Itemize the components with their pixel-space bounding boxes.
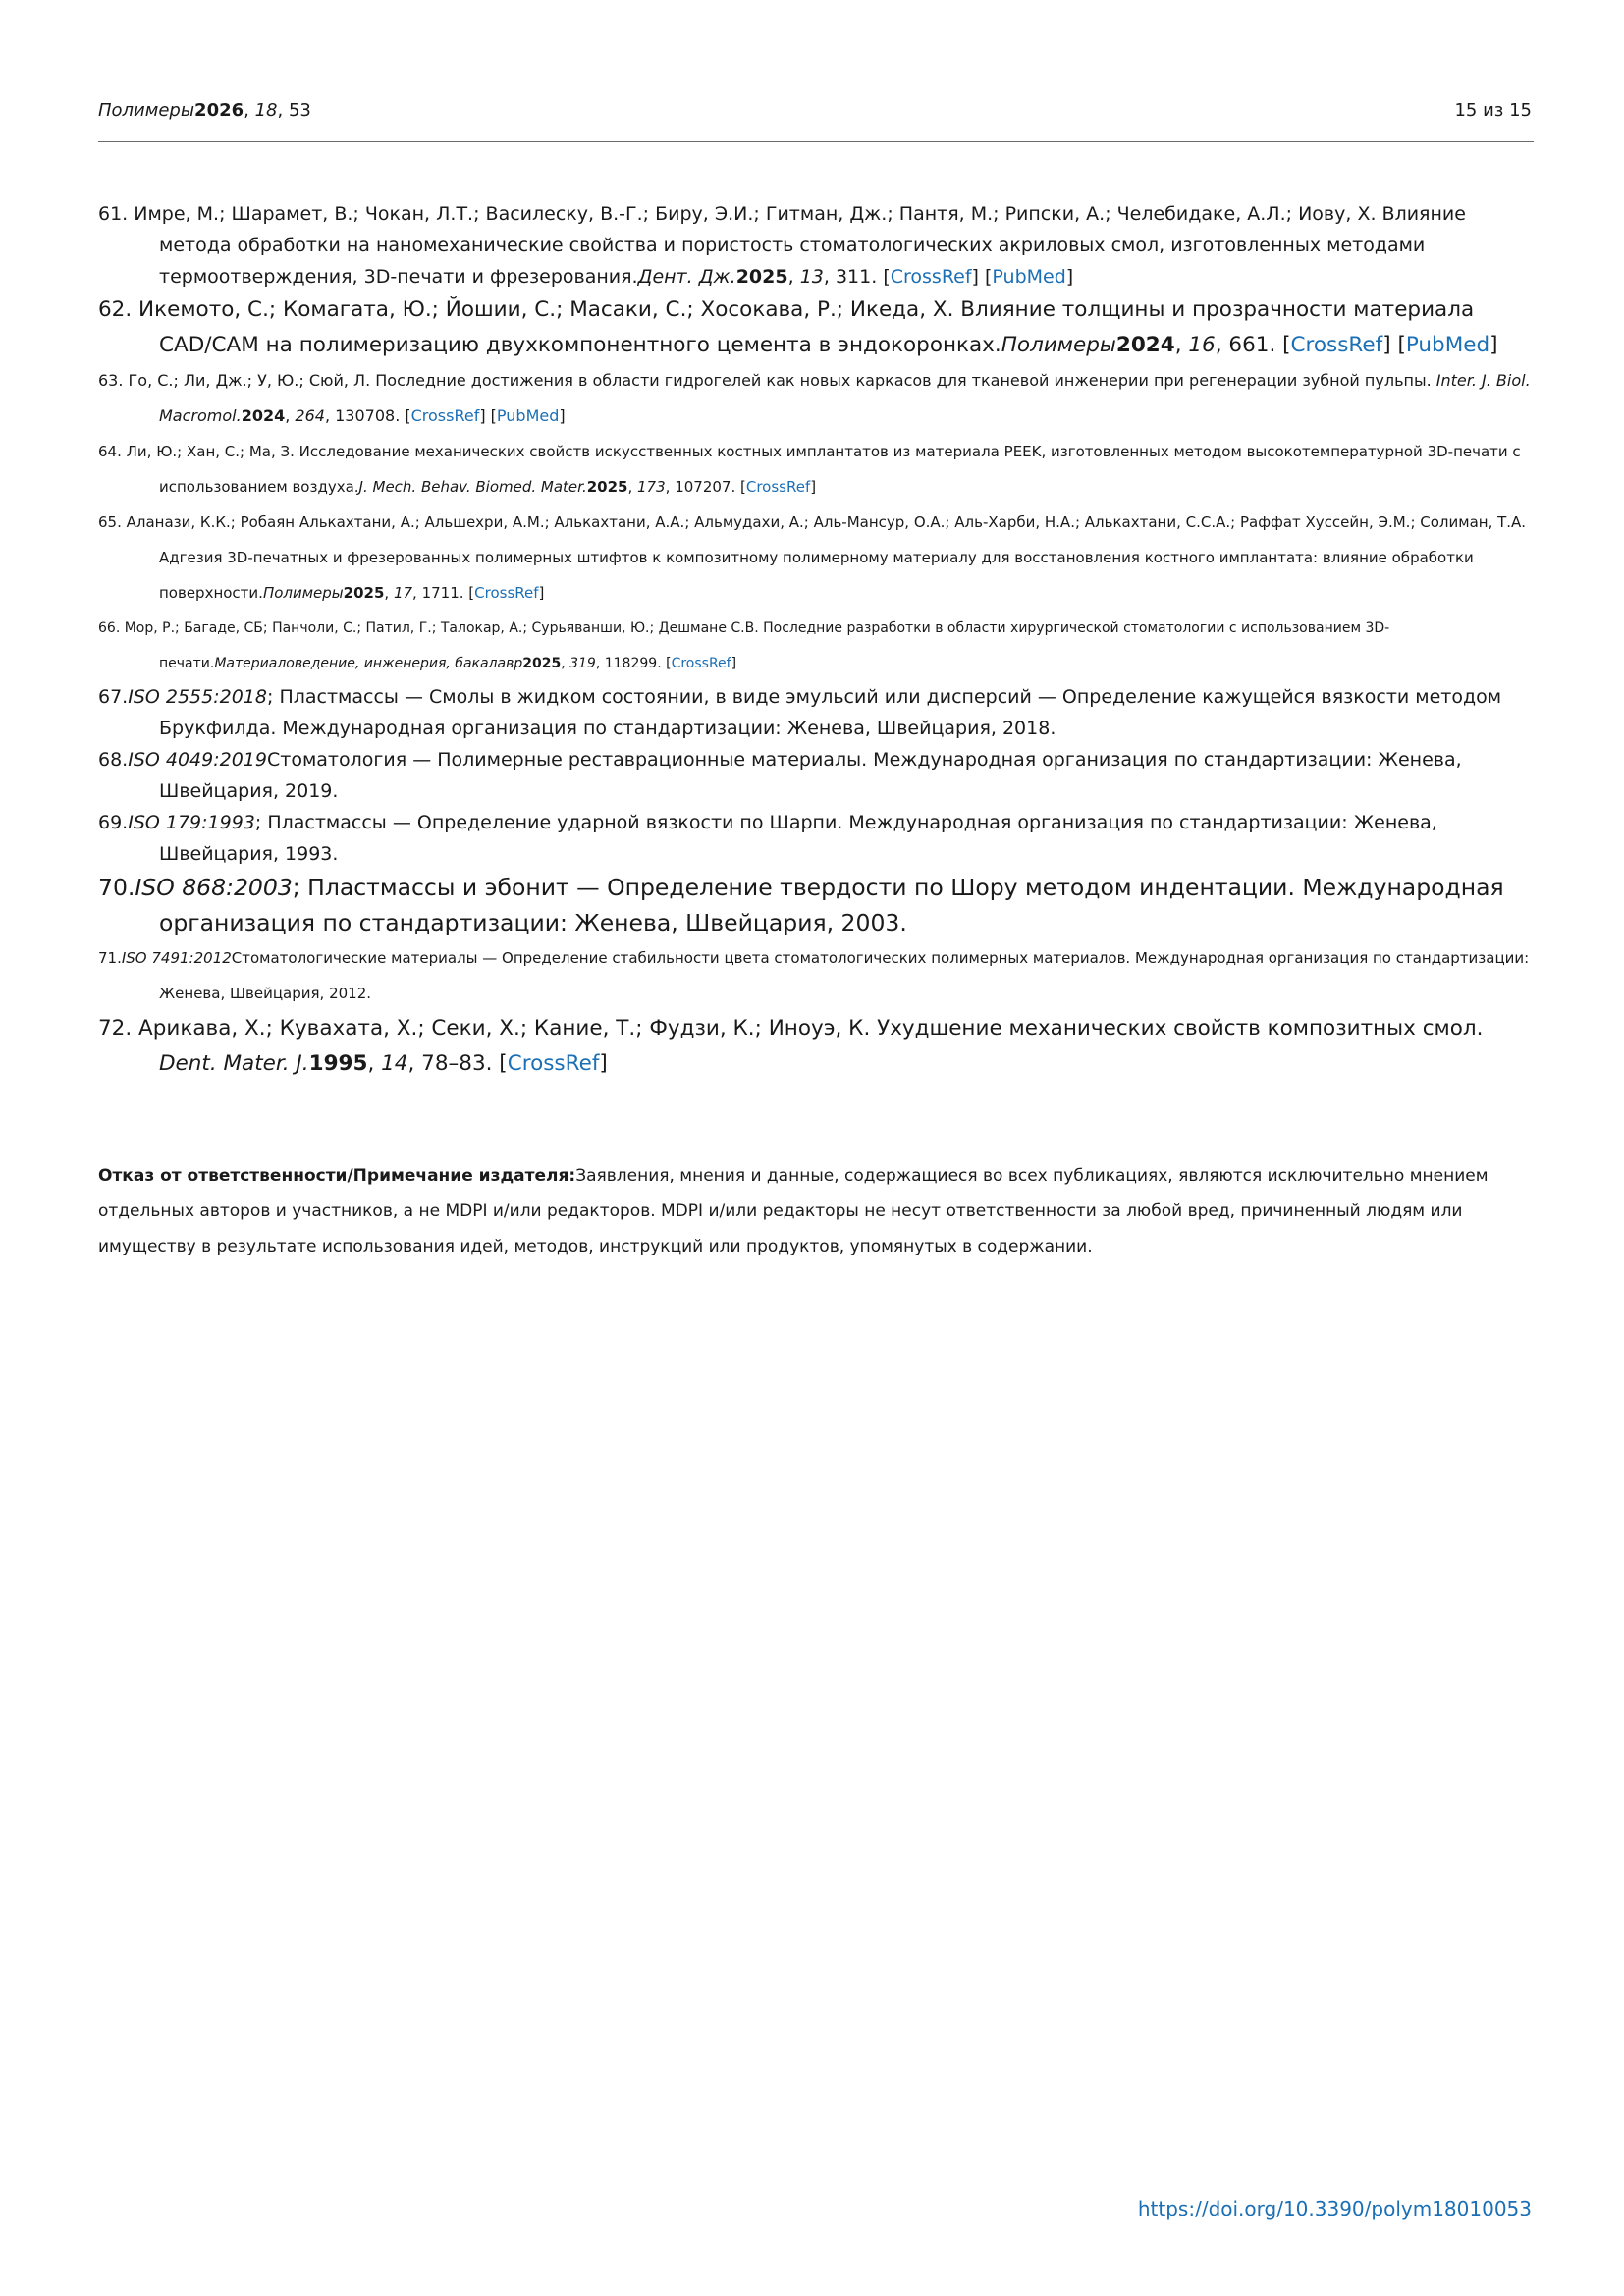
ref-pages: , 118299. xyxy=(595,656,667,671)
ref-text: Стоматология — Полимерные реставрационные материалы. Международная организация по стандартизации: Женева, Швейцария, 2019. xyxy=(159,749,1462,802)
ref-number: 70. xyxy=(98,874,135,901)
ref-text: Ли, Ю.; Хан, С.; Ма, З. Исследование механических свойств искусственных костных имплантатов из материала PEEK, изготовленных методом высокотемпературной 3D-печати с использованием воздуха. xyxy=(121,443,1521,496)
ref-number: 72. xyxy=(98,1016,133,1041)
ref-pages: , 107207. xyxy=(665,478,740,496)
ref-standard: ISO 868:2003 xyxy=(135,874,293,901)
reference-62: 62. Икемото, С.; Комагата, Ю.; Йошии, С.; Масаки, С.; Хосокава, Р.; Икеда, Х. Влияние толщины и прозрачности материала CAD/CAM на полимеризацию двухкомпонентного цемента в эндокоронках.Полимеры2024, 16, 661. [CrossRef] [PubMed] xyxy=(98,297,1498,357)
reference-61: 61. Имре, М.; Шарамет, В.; Чокан, Л.Т.; Василеску, В.-Г.; Биру, Э.И.; Гитман, Дж.; Пантя, М.; Рипски, А.; Челебидаке, А.Л.; Иову, Х. Влияние метода обработки на наномеханические свойства и пористость стоматологических акриловых смол, изготовленных методами термоотверждения, 3D-печати и фрезерования.Дент. Дж.2025, 13, 311. [CrossRef] [PubMed] xyxy=(98,203,1466,288)
ref-text: Арикава, Х.; Кувахата, Х.; Секи, Х.; Кание, Т.; Фудзи, К.; Иноуэ, К. Ухудшение механических свойств композитных смол. xyxy=(132,1016,1484,1041)
ref-text: Аланази, К.К.; Робаян Алькахтани, А.; Альшехри, А.М.; Алькахтани, А.А.; Альмудахи, А.; Аль-Мансур, О.А.; Аль-Харби, Н.А.; Алькахтани, С.С.А.; Раффат Хуссейн, Э.М.; Солиман, Т.А. Адгезия 3D-печатных и фрезерованных полимерных штифтов к композитному полимерному материалу для восстановления костного имплантата: влияние обработки поверхности. xyxy=(121,513,1527,602)
ref-pages: , 78–83. xyxy=(407,1051,500,1076)
reference-68 xyxy=(98,744,1534,807)
ref-year: 2025 xyxy=(343,584,385,602)
journal-name: Полимеры xyxy=(98,100,195,121)
ref-number: 67. xyxy=(98,686,129,708)
ref-journal: Дент. Дж. xyxy=(637,266,736,288)
reference-64: 64. Ли, Ю.; Хан, С.; Ма, З. Исследование механических свойств искусственных костных имплантатов из материала PEEK, изготовленных методом высокотемпературной 3D-печати с использованием воздуха.J. Mech. Behav. Biomed. Mater.2025, 173, 107207. [CrossRef] xyxy=(98,443,1521,496)
ref-volume: 319 xyxy=(569,656,596,671)
journal-citation: Полимеры2026, 18, 53 xyxy=(98,100,311,121)
ref-pages: , 130708. xyxy=(324,406,406,425)
reference-70 xyxy=(98,870,1534,940)
ref-volume: 264 xyxy=(295,406,325,425)
ref-number: 65. xyxy=(98,513,122,531)
ref-volume: 13 xyxy=(799,266,824,288)
crossref-link[interactable]: CrossRef xyxy=(745,478,811,496)
crossref-link[interactable]: CrossRef xyxy=(507,1051,600,1076)
ref-number: 66. xyxy=(98,620,121,636)
publisher-disclaimer xyxy=(98,1158,1534,1264)
ref-journal: Полимеры xyxy=(262,584,344,602)
ref-volume: 16 xyxy=(1188,333,1216,357)
ref-journal: Inter. J. Biol. Macromol. xyxy=(159,371,1531,425)
ref-journal: Dent. Mater. J. xyxy=(159,1051,309,1076)
article-number: , 53 xyxy=(277,100,311,121)
reference-65: 65. Аланази, К.К.; Робаян Алькахтани, А.; Альшехри, А.М.; Алькахтани, А.А.; Альмудахи, А.; Аль-Мансур, О.А.; Аль-Харби, Н.А.; Алькахтани, С.С.А.; Раффат Хуссейн, Э.М.; Солиман, Т.А. Адгезия 3D-печатных и фрезерованных полимерных штифтов к композитному полимерному материалу для восстановления костного имплантата: влияние обработки поверхности.Полимеры2025, 17, 1711. [CrossRef] xyxy=(98,513,1527,602)
ref-volume: 173 xyxy=(637,478,666,496)
reference-71 xyxy=(98,940,1534,1011)
ref-number: 64. xyxy=(98,443,122,460)
crossref-link[interactable]: CrossRef xyxy=(410,406,480,425)
journal-volume: 18 xyxy=(254,100,278,121)
ref-text: ; Пластмассы и эбонит — Определение твердости по Шору методом индентации. Международная организация по стандартизации: Женева, Швейцария, 2003. xyxy=(159,874,1504,936)
pubmed-link[interactable]: PubMed xyxy=(992,266,1066,288)
ref-number: 63. xyxy=(98,371,124,390)
ref-pages: , 1711. xyxy=(412,584,469,602)
ref-year: 2025 xyxy=(586,478,628,496)
ref-text: Икемото, С.; Комагата, Ю.; Йошии, С.; Масаки, С.; Хосокава, Р.; Икеда, Х. Влияние толщины и прозрачности материала CAD/CAM на полимеризацию двухкомпонентного цемента в эндокоронках. xyxy=(132,297,1475,357)
reference-72: 72. Арикава, Х.; Кувахата, Х.; Секи, Х.; Кание, Т.; Фудзи, К.; Иноуэ, К. Ухудшение механических свойств композитных смол. Dent. Mater. J.1995, 14, 78–83. [CrossRef] xyxy=(98,1016,1484,1076)
ref-standard: ISO 7491:2012 xyxy=(121,949,232,967)
ref-standard: ISO 2555:2018 xyxy=(128,686,267,708)
ref-year: 2025 xyxy=(735,266,788,288)
ref-year: 1995 xyxy=(308,1051,368,1076)
reference-66: 66. Мор, Р.; Багаде, СБ; Панчоли, С.; Патил, Г.; Талокар, А.; Сурьяванши, Ю.; Дешмане С.В. Последние разработки в области хирургической стоматологии с использованием 3D-печати.Материаловедение, инженерия, бакалавр2025, 319, 118299. [CrossRef] xyxy=(98,620,1390,671)
ref-year: 2024 xyxy=(1115,333,1175,357)
ref-text: Имре, М.; Шарамет, В.; Чокан, Л.Т.; Василеску, В.-Г.; Биру, Э.И.; Гитман, Дж.; Пантя, М.; Рипски, А.; Челебидаке, А.Л.; Иову, Х. Влияние метода обработки на наномеханические свойства и пористость стоматологических акриловых смол, изготовленных методами термоотверждения, 3D-печати и фрезерования. xyxy=(128,203,1466,288)
disclaimer-text: Заявления, мнения и данные, содержащиеся во всех публикациях, являются исключительно мнением отдельных авторов и участников, а не MDPI и/или редакторов. MDPI и/или редакторы не несут ответственности за любой вред, причиненный людям или имуществу в результате использования идей, методов, инструкций или продуктов, упомянутых в содержании. xyxy=(98,1166,1489,1256)
ref-number: 69. xyxy=(98,812,129,833)
ref-journal: Материаловедение, инженерия, бакалавр xyxy=(214,656,523,671)
ref-standard: ISO 179:1993 xyxy=(128,812,255,833)
ref-pages: , 661. xyxy=(1215,333,1283,357)
reference-63: 63. Го, С.; Ли, Дж.; У, Ю.; Сюй, Л. Последние достижения в области гидрогелей как новых каркасов для тканевой инженерии при регенерации зубной пульпы. Inter. J. Biol. Macromol.2024, 264, 130708. [CrossRef] [PubMed] xyxy=(98,371,1531,425)
ref-text: ; Пластмассы — Смолы в жидком состоянии, в виде эмульсий или дисперсий — Определение кажущейся вязкости методом Брукфилда. Международная организация по стандартизации: Женева, Швейцария, 2018. xyxy=(159,686,1502,739)
ref-year: 2025 xyxy=(522,656,562,671)
crossref-link[interactable]: CrossRef xyxy=(890,266,972,288)
ref-text: Мор, Р.; Багаде, СБ; Панчоли, С.; Патил, Г.; Талокар, А.; Сурьяванши, Ю.; Дешмане С.В. Последние разработки в области хирургической стоматологии с использованием 3D-печати. xyxy=(120,620,1390,671)
crossref-link[interactable]: CrossRef xyxy=(671,656,731,671)
ref-standard: ISO 4049:2019 xyxy=(128,749,267,771)
ref-number: 62. xyxy=(98,297,133,322)
crossref-link[interactable]: CrossRef xyxy=(474,584,539,602)
ref-year: 2024 xyxy=(241,406,286,425)
ref-number: 61. xyxy=(98,203,129,225)
ref-pages: , 311. xyxy=(823,266,884,288)
ref-volume: 17 xyxy=(393,584,413,602)
reference-list xyxy=(98,198,1534,1082)
ref-journal: J. Mech. Behav. Biomed. Mater. xyxy=(358,478,587,496)
ref-journal: Полимеры xyxy=(1001,333,1116,357)
disclaimer-title: Отказ от ответственности/Примечание издателя: xyxy=(98,1166,576,1186)
pubmed-link[interactable]: PubMed xyxy=(1405,333,1490,357)
page-header xyxy=(98,94,1534,142)
page-number: 15 из 15 xyxy=(1454,100,1532,121)
crossref-link[interactable]: CrossRef xyxy=(1290,333,1383,357)
ref-text: Стоматологические материалы — Определение стабильности цвета стоматологических полимерных материалов. Международная организация по стандартизации: Женева, Швейцария, 2012. xyxy=(159,949,1530,1002)
ref-text: Го, С.; Ли, Дж.; У, Ю.; Сюй, Л. Последние достижения в области гидрогелей как новых каркасов для тканевой инженерии при регенерации зубной пульпы. xyxy=(123,371,1436,390)
ref-volume: 14 xyxy=(381,1051,408,1076)
ref-number: 71. xyxy=(98,949,122,967)
ref-number: 68. xyxy=(98,749,129,771)
journal-year: 2026 xyxy=(194,100,244,121)
pubmed-link[interactable]: PubMed xyxy=(496,406,560,425)
doi-link[interactable]: https://doi.org/10.3390/polym18010053 xyxy=(1137,2197,1532,2220)
ref-text: ; Пластмассы — Определение ударной вязкости по Шарпи. Международная организация по стандартизации: Женева, Швейцария, 1993. xyxy=(159,812,1437,865)
reference-67 xyxy=(98,681,1534,744)
reference-69 xyxy=(98,807,1534,870)
